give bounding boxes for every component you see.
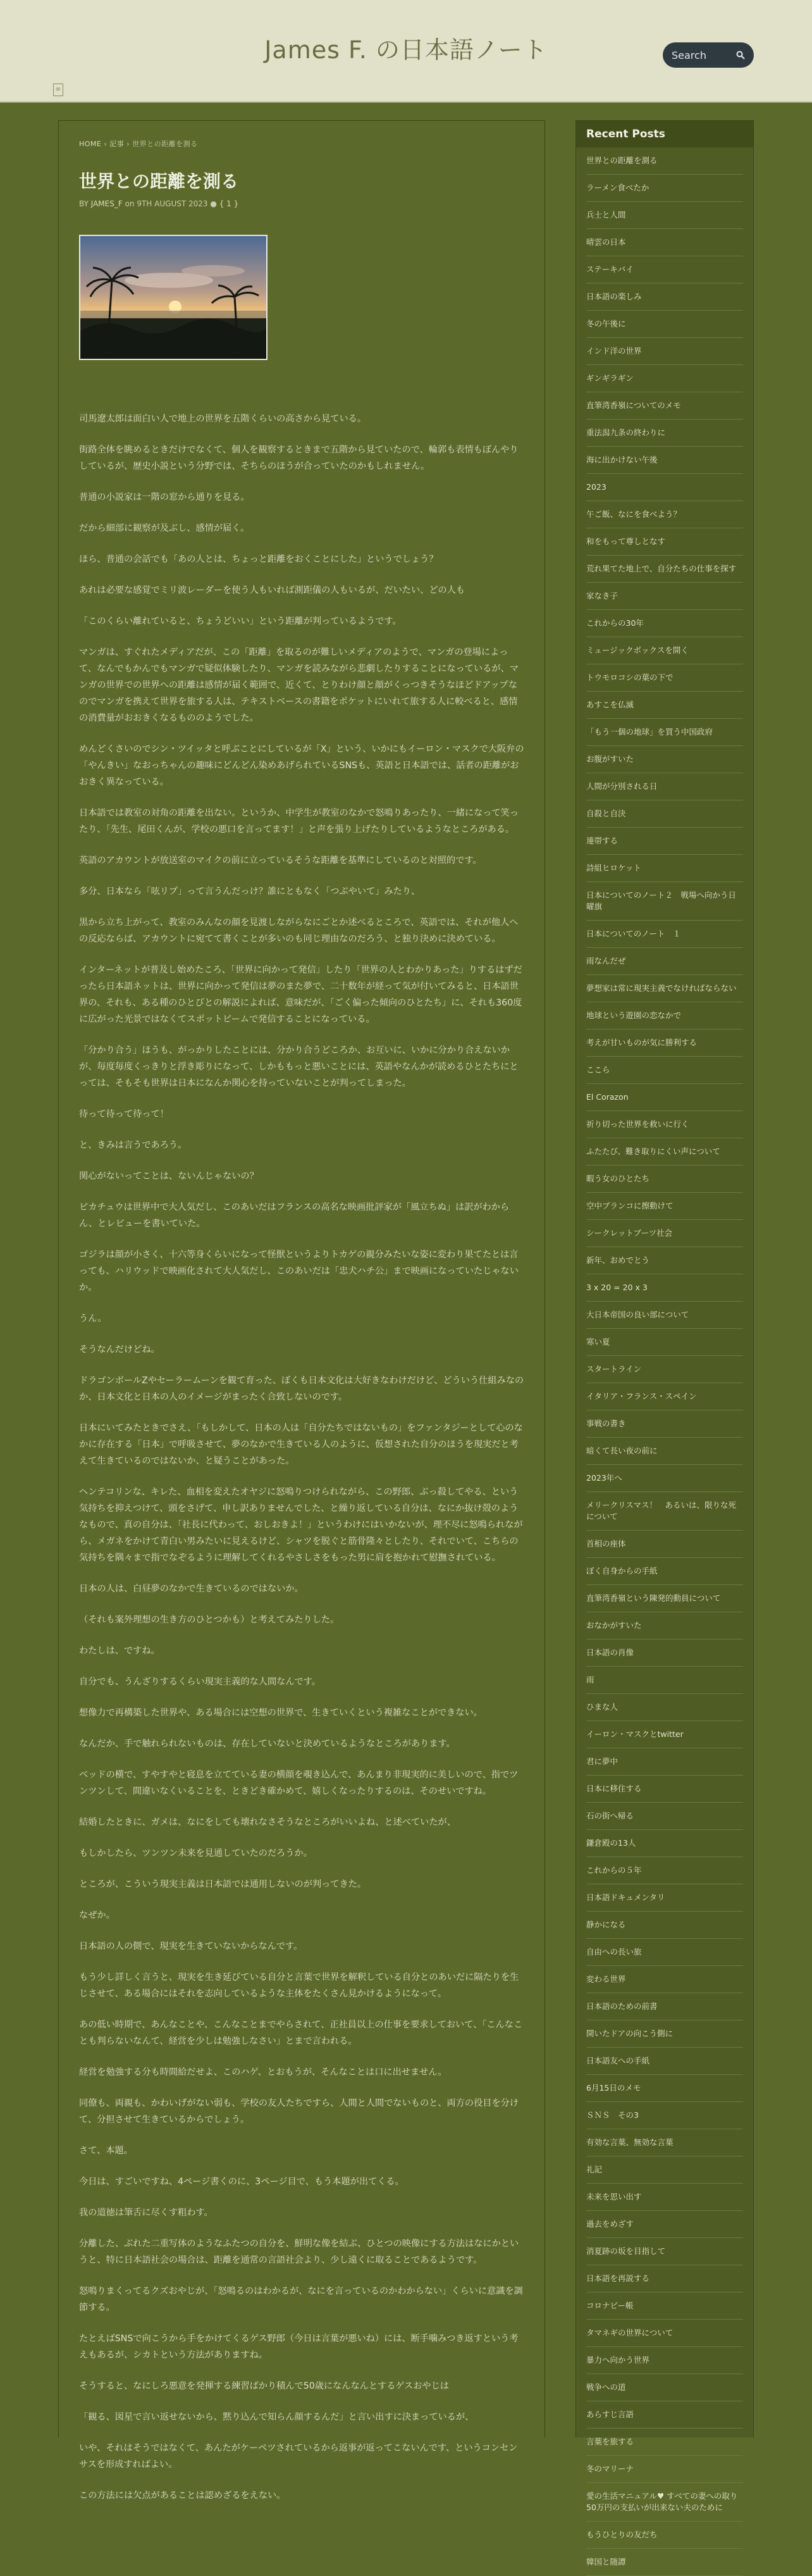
site-title[interactable]: James F. の日本語ノート [264, 36, 548, 64]
recent-post-link[interactable]: 有効な言葉、無効な言葉 [586, 2129, 743, 2156]
recent-post-link[interactable]: シークレットブーツ社会 [586, 1220, 743, 1247]
post-paragraph: ピカチュウは世界中で大人気だし、このあいだはフランスの高名な映画批評家が「風立ちぬ」は訳がわからん、とレビューを書いていた。 [79, 1202, 510, 1229]
recent-post-link[interactable]: 考えが甘いものが気に勝利する [586, 1030, 743, 1057]
post-body [79, 411, 526, 2504]
post-paragraph: あれは必要な感覚でミリ波レーダーを使う人もいれば測距儀の人もいるが、だいたい、どの人も [79, 585, 465, 595]
recent-post-link[interactable]: 未来を思い出す [586, 2184, 743, 2211]
recent-post-link[interactable]: 海に出かけない午後 [586, 447, 743, 474]
recent-post-link[interactable]: 冬のマリーナ [586, 2456, 743, 2483]
post-paragraph: 日本の人は、白昼夢のなかで生きているのではないか。 [79, 1584, 304, 1594]
recent-post-link[interactable]: 直筆湾香嶺という陳発的動員について [586, 1585, 743, 1612]
post-paragraph: 「観る、図星で言い返せないから、黙り込んで知らん顔するんだ」と言い出すに決まっているが、 [79, 2412, 474, 2422]
recent-post-link[interactable]: 自由への長い旅 [586, 1939, 743, 1966]
post-paragraph: 今日は、すごいですね、4ページ書くのに、3ページ目で、もう本題が出てくる。 [79, 2177, 404, 2187]
recent-post-link[interactable]: 君に夢中 [586, 1748, 743, 1776]
recent-post-link[interactable]: 日本語友への手紙 [586, 2048, 743, 2075]
recent-post-link[interactable]: ギンギラギン [586, 365, 743, 392]
breadcrumb-separator: › [104, 140, 108, 148]
recent-post-link[interactable]: 戦争への道 [586, 2374, 743, 2401]
post-paragraph: うん。 [79, 1314, 107, 1324]
recent-post-link[interactable]: トウモロコシの葉の下で [586, 664, 743, 692]
breadcrumb [79, 139, 526, 149]
site-header [0, 0, 812, 103]
recent-post-link[interactable]: 世界との距離を測る [586, 147, 743, 175]
comments-link[interactable]: { 1 } [219, 199, 239, 208]
post-paragraph: 「分かり合う」ほうも、がっかりしたことには、分かり合うどころか、お互いに、いかに分かり合えないかが、毎度毎度くっきりと浮き彫りになって、しかももっと悪いことには、英語やなんかが読めるひとたちにとっては、そもそも世界は日本になんか関心を持っていないことが判ってしまった。 [79, 1045, 519, 1088]
recent-post-link[interactable]: 日本語ドキュメンタリ [586, 1884, 743, 1912]
post-paragraph: 我の道徳は筆舌に尽くす粗わす。 [79, 2208, 213, 2218]
post-paragraph: 関心がないってことは、ないんじゃないの？ [79, 1171, 259, 1181]
post-paragraph: いや、それはそうではなくて、あんたがケーペツされているから返事が返ってこないんです、というコンセンサスを形成すればよい。 [79, 2443, 518, 2470]
post-paragraph: そうなんだけどね。 [79, 1345, 160, 1355]
post-paragraph: なぜか。 [79, 1910, 115, 1920]
meta-on: on [125, 199, 135, 208]
recent-post-link[interactable]: 新年、おめでとう [586, 1247, 743, 1274]
post-paragraph: もう少し詳しく言うと、現実を生き延びている自分と言葉で世界を解釈している自分とのあいだに隔たりを生じさせて、ある場合にはそれを志向しているような主体をたくさん見かけるようになって。 [79, 1972, 519, 1999]
post-paragraph: （それも案外理想の生き方のひとつかも）と考えてみたりした。 [79, 1615, 340, 1625]
post-paragraph: 分離した、ぶれた二重写体のようなふたつの自分を、鮮明な像を結ぶ、ひとつの映像にする方法はなにかというと、特に日本語社会の場合は、距離を通常の言語社会より、少し遠くに取ることであるようです。 [79, 2239, 519, 2265]
post-paragraph: 多分、日本なら「呟リプ」って言うんだっけ？誰にともなく「つぶやいて」みたり、 [79, 887, 421, 897]
recent-post-link[interactable]: おなかがすいた [586, 1612, 743, 1640]
recent-post-link[interactable]: 家なき子 [586, 583, 743, 610]
recent-post-link[interactable]: 荒れ果てた地上で、自分たちの仕事を探す [586, 556, 743, 583]
recent-post-link[interactable]: インド洋の世界 [586, 338, 743, 365]
post-paragraph: 経営を勉強する分も時間給だせよ、このハゲ、とおもうが、そんなことは口に出せません。 [79, 2067, 447, 2077]
post-paragraph: 司馬遼太郎は面白い人で地上の世界を五階くらいの高さから見ている。 [79, 414, 367, 424]
recent-post-link[interactable]: 静かになる [586, 1912, 743, 1939]
post-paragraph: 待って待って待って！ [79, 1109, 169, 1119]
recent-post-link[interactable]: 愛の生活マニュアル♥ すべての妻への取り50万円の支払いが出来ない夫のために [586, 2483, 743, 2522]
recent-post-link[interactable]: 鎌倉殿の13人 [586, 1830, 743, 1857]
recent-post-link[interactable]: 暴力へ向かう世界 [586, 2347, 743, 2374]
post-paragraph: 黒から立ち上がって、教室のみんなの顔を見渡しながらなにごとか述べるところで、英語では、それが他人への反応ならば、アカウントに宛てて書くことが多いのも同じ理由なのだろう、と独り決めに決めている。 [79, 918, 519, 944]
recent-post-link[interactable]: 午ご飯、なにを食べよう？ [586, 501, 743, 528]
author-link[interactable]: JAMES_F [90, 199, 123, 208]
post-paragraph: だから細部に観察が及ぶし、感情が届く。 [79, 523, 250, 533]
recent-post-link[interactable]: 日本語の楽しみ [586, 283, 743, 311]
recent-post-link[interactable]: ステーキバイ [586, 256, 743, 283]
post-paragraph: と、きみは言うであろう。 [79, 1140, 187, 1150]
post-paragraph: ゴジラは顔が小さく、十六等身くらいになって怪獣というよりトカゲの親分みたいな姿に変わり果てたとは言っても、ハリウッドで映画化されて大人気だし、このあいだは「忠犬ハチ公」まで映画になっていたじゃないか。 [79, 1250, 519, 1293]
post-paragraph: 普通の小説家は一階の窓から通りを見る。 [79, 492, 250, 502]
recent-post-link[interactable]: 詩組ヒロケット [586, 855, 743, 882]
post-paragraph: さて、本題。 [79, 2146, 133, 2156]
post-paragraph: ベッドの横で、すやすやと寝息を立てている妻の横顔を覗き込んで、あんまり非現実的に美しいので、指でツンツンして、間違いなくいることを、ときどき確かめて、嬉しくなったりするのは、そのせいですね。 [79, 1770, 519, 1796]
recent-post-link[interactable]: 雨 [586, 1667, 743, 1694]
recent-post-link[interactable]: 3 x 20 = 20 x 3 [586, 1274, 743, 1302]
post-paragraph: ほら、普通の会話でも「あの人とは、ちょっと距離をおくことにした」というでしょう？ [79, 554, 438, 564]
post-meta [79, 199, 526, 208]
recent-post-link[interactable]: 地球という遊園の恋なかで [586, 1002, 743, 1030]
recent-post-link[interactable]: 冬の午後に [586, 311, 743, 338]
recent-post-link[interactable]: 日本についてのノート １ [586, 921, 743, 948]
recent-post-link[interactable]: メリークリスマス！ あるいは、限りな死について [586, 1492, 743, 1531]
post-paragraph: 自分でも、うんざりするくらい現実主義的な人間なんです。 [79, 1677, 321, 1687]
post-paragraph: 街路全体を眺めるときだけでなくて、個人を観察するときまで五階から見ていたので、輪郭も表情もぼんやりしているが、歴史小説という分野では、そちらのほうが合っていたのかもしれません。 [79, 445, 519, 471]
recent-post-link[interactable]: 日本語を再説する [586, 2265, 743, 2293]
recent-post-link[interactable]: 過去をめざす [586, 2211, 743, 2238]
post-paragraph: 「このくらい離れていると、ちょうどいい」という距離が判っているようです。 [79, 616, 402, 626]
recent-post-link[interactable]: 暗くて長い夜の前に [586, 1438, 743, 1465]
post-paragraph: この方法には欠点があることは認めざるをえない。 [79, 2491, 286, 2501]
recent-post-link[interactable]: 連帯する [586, 828, 743, 855]
sidebar [575, 120, 754, 2567]
search-input[interactable] [663, 42, 754, 68]
breadcrumb-home[interactable]: HOME [79, 140, 102, 148]
post-paragraph: あの低い時期で、あんなことや、こんなことまでやらされて、正社員以上の仕事を要求しておいて、「こんなことも判らないなんて、経営を少しは勉強しなさい」とまで言われる。 [79, 2020, 523, 2046]
post-paragraph: たとえばSNSで向こうから手をかけてくるゲス野郎（今日は言葉が悪いね）には、断手噛みつき返すという考えもあるが、シカトという方法がありますね。 [79, 2334, 519, 2360]
breadcrumb-current: 世界との距離を測る [132, 140, 198, 148]
post-paragraph: ヘンテコリンな、キレた、血相を変えたオヤジに怒鳴りつけられながら、この野郎、ぶっ殺してやる、という気持ちを抑えつけて、頭をさげて、申し訳ありませんでした、と繰り返している自分は、なにか抜け殻のようなもので、真の自分は、「社長に代わって、おしおきよ！」というわけにはいかないが、理不尽に怒鳴られながら、メガネをかけて青白い男みたいに見えるけど、シャツを脱ぐと筋骨隆々としたり、それでいて、こちらの気持ちを隅々まで指でなぞるように理解してくれるやさしさをもった男に肩を抱かれて慰撫されている。 [79, 1487, 523, 1563]
sunset-palm-image [80, 236, 266, 359]
recent-post-link[interactable]: 雨なんだぜ [586, 948, 743, 975]
post-paragraph: インターネットが普及し始めたころ、「世界に向かって発信」したり「世界の人とわかりあった」りするはずだったら日本語ネットは、世界に向かって発信は夢のまた夢で、二十数年が経って気が付いてみると、日本語世界の、それも、ある種のひとびとの解説によれば、意味だが、「ごく偏った傾向のひとたち」に、それも360度に広がった光景ではなくてスポットビームで発信することになっている。 [79, 965, 522, 1024]
recent-post-link[interactable]: イタリア・フランス・スペイン [586, 1383, 743, 1410]
recent-post-link[interactable]: 自殺と自決 [586, 800, 743, 828]
recent-post-link[interactable]: 消夏跡の坂を目指して [586, 2238, 743, 2265]
breadcrumb-separator: › [126, 140, 130, 148]
featured-image [79, 235, 268, 360]
post-paragraph: 怒鳴りまくってるクズおやじが、「怒鳴るのはわかるが、なにを言っているのかわからない」くらいに意識を調節する。 [79, 2286, 523, 2313]
search-placeholder: Search [672, 49, 706, 61]
recent-post-link[interactable]: ぼく自身からの手紙 [586, 1558, 743, 1585]
recent-post-link[interactable]: 大日本帝国の良い部について [586, 1302, 743, 1329]
post-paragraph: わたしは、ですね。 [79, 1646, 160, 1656]
recent-posts-list [576, 147, 753, 2576]
post-paragraph: めんどくさいのでシン・ツイッタと呼ぶことにしているが「X」という、いかにもイーロン・マスクで大阪弁の「やんきい」なおっちゃんの趣味にどんどん染めあげられているSNSも、英語と日本語では、話者の距離がおおきく異なっている。 [79, 744, 524, 787]
recent-post-link[interactable]: 空中ブランコに擦動けて [586, 1193, 743, 1220]
recent-post-link[interactable]: 開いたドアの向こう側に [586, 2020, 743, 2048]
recent-post-link[interactable]: 日本語の肖像 [586, 1640, 743, 1667]
post-paragraph: ところが、こういう現実主義は日本語では通用しないのが判ってきた。 [79, 1879, 367, 1889]
post-paragraph: 日本語の人の側で、現実を生きていないからなんです。 [79, 1941, 303, 1951]
recent-post-link[interactable]: 言葉を旅する [586, 2429, 743, 2456]
recent-post-link[interactable]: 夢想家は常に現実主義でなければならない [586, 975, 743, 1002]
menu-toggle-icon[interactable]: ≡ [53, 84, 63, 96]
post-paragraph: 日本にいてみたときでさえ、「もしかして、日本の人は「自分たちではないもの」をファンタジーとして心のなかに存在する「日本」で呼吸させて、夢のなかで生きている人のように、仮想された自分のほうを現実だと考えて生きているのではないか、と疑うことがあった。 [79, 1423, 523, 1466]
recent-post-link[interactable]: 石の街へ帰る [586, 1803, 743, 1830]
recent-post-link[interactable]: 晴雲の日本 [586, 229, 743, 256]
recent-post-link[interactable]: もうひとりの友だち [586, 2522, 743, 2549]
recent-post-link[interactable]: これからの30年 [586, 610, 743, 637]
comment-icon: ● [210, 199, 217, 208]
meta-by: BY [79, 199, 89, 208]
recent-post-link[interactable]: ふたたび、難き取りにくい声について [586, 1138, 743, 1166]
recent-post-link[interactable]: 6月15日のメモ [586, 2075, 743, 2102]
recent-post-link[interactable]: 2023 [586, 474, 743, 501]
recent-post-link[interactable]: 韓国と随譚 [586, 2549, 743, 2576]
recent-post-link[interactable]: イーロン・マスクとtwitter [586, 1721, 743, 1748]
recent-post-link[interactable]: タマネギの世界について [586, 2320, 743, 2347]
recent-post-link[interactable]: 日本に移住する [586, 1776, 743, 1803]
recent-post-link[interactable]: 2023年へ [586, 1465, 743, 1492]
post-paragraph: 日本語では教室の対角の距離を出ない。というか、中学生が教室のなかで怒鳴りあったり、一緒になって笑ったり、「先生、尾田くんが、学校の悪口を言ってます！」と声を張り上げたりしているようなところがある。 [79, 808, 519, 835]
recent-post-link[interactable]: 人間が分別される日 [586, 773, 743, 800]
post-paragraph: ドラゴンボールZやセーラームーンを観て育った、ぼくも日本文化は大好きなわけだけど、どういう仕組みなのか、日本文化と日本の人のイメージがまったく合致しないのです。 [79, 1376, 524, 1402]
recent-posts-title: Recent Posts [576, 121, 753, 147]
recent-post-link[interactable]: ＳＮＳ その3 [586, 2102, 743, 2129]
recent-post-link[interactable]: 礼記 [586, 2156, 743, 2184]
recent-post-link[interactable]: 日本についてのノート２ 戦場へ向かう日曜旗 [586, 882, 743, 921]
recent-post-link[interactable]: あらすじ言語 [586, 2401, 743, 2429]
post-paragraph: マンガは、すぐれたメディアだが、この「距離」を取るのが難しいメディアのようで、マンガの登場によって、なんでもかんでもマンガで疑似体験したり、マンガを読みながら悲劇したりすることになっているが、マンガの世界での世界への距離は感情が届く範囲で、近くて、とりわけ顔と顔がくっつきそうなほどドアップなのでマンガを携えて世界を旅する人は、テキストベースの書籍をポケットにいれて旅する人に較べると、感情の消費量がおおきくなるもののようでした。 [79, 647, 519, 723]
recent-post-link[interactable]: ここら [586, 1057, 743, 1084]
recent-post-link[interactable]: 祈り切った世界を救いに行く [586, 1111, 743, 1138]
main-content [58, 120, 545, 2501]
search-icon[interactable] [736, 51, 745, 59]
post-paragraph: もしかしたら、ツンツン未来を見通していたのだろうか。 [79, 1848, 312, 1858]
post-paragraph: 結婚したときに、ガメは、なにをしても壊れなさそうなところがいいよね、と述べていたが、 [79, 1817, 456, 1827]
recent-post-link[interactable]: 日本語のための前書 [586, 1993, 743, 2020]
recent-post-link[interactable]: 変わる世界 [586, 1966, 743, 1993]
post-paragraph: なんだか、手で触れられないものは、存在していないと決めているようなところがあります。 [79, 1739, 455, 1749]
recent-post-link[interactable]: スタートライン [586, 1356, 743, 1383]
recent-post-link[interactable]: お腹がすいた [586, 746, 743, 773]
recent-post-link[interactable]: 寒い夏 [586, 1329, 743, 1356]
recent-post-link[interactable]: 事戦の書き [586, 1410, 743, 1438]
recent-post-link[interactable]: 重法潟九条の終わりに [586, 420, 743, 447]
post-paragraph: 英語のアカウントが放送室のマイクの前に立っているそうな距離を基準にしているのと対照的です。 [79, 856, 482, 866]
recent-post-link[interactable]: コロナビー帳 [586, 2293, 743, 2320]
recent-post-link[interactable]: 和をもって尊しとなす [586, 528, 743, 556]
recent-post-link[interactable]: 暇う女のひとたち [586, 1166, 743, 1193]
recent-post-link[interactable]: ひまな人 [586, 1694, 743, 1721]
recent-post-link[interactable]: 直筆湾香嶺についてのメモ [586, 392, 743, 420]
recent-post-link[interactable]: ミュージックボックスを開く [586, 637, 743, 664]
recent-post-link[interactable]: ラーメン食べたか [586, 175, 743, 202]
breadcrumb-category[interactable]: 記事 [109, 140, 125, 148]
post-paragraph: そうすると、なにしろ悪意を発揮する練習ばかり積んで50歳になんなんとするゲスおやじは [79, 2381, 449, 2391]
recent-post-link[interactable]: 兵士と人間 [586, 202, 743, 229]
post-date: 9TH AUGUST 2023 [137, 199, 208, 208]
post-title: 世界との距離を測る [79, 171, 239, 192]
recent-post-link[interactable]: 「もう一個の地球」を買う中国政府 [586, 719, 743, 746]
recent-post-link[interactable]: 首相の座体 [586, 1531, 743, 1558]
post-paragraph: 同僚も、両親も、かわいげがない弱も、学校の友人たちですら、人間と人間でないものと、両方の役目を分けて、分担させて生きているからでしょう。 [79, 2098, 519, 2125]
recent-post-link[interactable]: あすこを仏滅 [586, 692, 743, 719]
recent-post-link[interactable]: これからの５年 [586, 1857, 743, 1884]
post-paragraph: 想像力で再構築した世界や、ある場合には空想の世界で、生きていくという複雑なことができない。 [79, 1708, 483, 1718]
recent-post-link[interactable]: El Corazon [586, 1084, 743, 1111]
